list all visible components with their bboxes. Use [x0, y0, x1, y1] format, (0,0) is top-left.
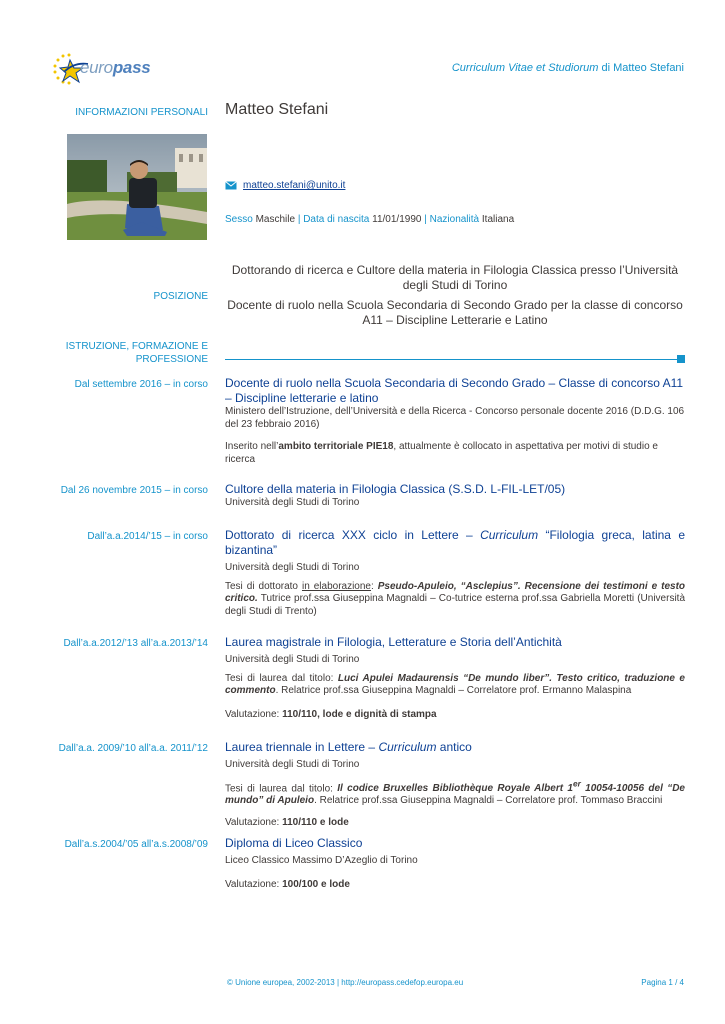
europass-logo — [52, 52, 162, 86]
entry-date: Dall’a.a.2014/’15 – in corso — [87, 531, 208, 542]
education-entry — [225, 635, 685, 721]
personal-info-label: INFORMAZIONI PERSONALI — [75, 107, 208, 118]
entry-title: Diploma di Liceo Classico — [225, 836, 363, 850]
entry-thesis: Tesi di laurea dal titolo: Il codice Bruxelles Bibliothèque Royale Albert 1er 10054-10056 del “De mundo” di Apuleio. Relatrice prof.ssa Giuseppina Magnaldi – Correlatore prof. Tommaso Braccini — [225, 778, 685, 807]
europass-wordmark: europass — [80, 58, 151, 77]
entry-org: Liceo Classico Massimo D’Azeglio di Torino — [225, 855, 418, 866]
entry-date: Dal settembre 2016 – in corso — [74, 379, 208, 390]
education-entry — [225, 836, 685, 891]
entry-grade: Valutazione: 110/110, lode e dignità di stampa — [225, 708, 437, 720]
entry-date: Dall’a.a.2012/’13 all’a.a.2013/’14 — [63, 638, 208, 649]
entry-org: Università degli Studi di Torino — [225, 759, 360, 770]
entry-thesis: Tesi di laurea dal titolo: Luci Apulei Madaurensis “De mundo liber”. Testo critico, traduzione e commento. Relatrice prof.ssa Giuseppina Magnaldi – Correlatore prof. Ermanno Malaspina — [225, 672, 685, 696]
entry-grade: Valutazione: 100/100 e lode — [225, 878, 350, 890]
nationality-value: Italiana — [479, 214, 515, 225]
entry-title: Docente di ruolo nella Scuola Secondaria di Secondo Grado – Classe di concorso A11 – Discipline letterarie e latino — [225, 376, 684, 405]
nationality-label: Nazionalità — [426, 214, 480, 225]
entry-org: Università degli Studi di Torino — [225, 654, 360, 665]
profile-photo — [67, 134, 207, 240]
email-row — [225, 180, 345, 191]
footer-copyright: © Unione europea, 2002-2013 | http://europass.cedefop.europa.eu — [227, 978, 464, 987]
education-entry — [225, 740, 685, 829]
entry-org: Ministero dell’Istruzione, dell’Università e della Ricerca - Concorso personale docente 2016 (D.D.G. 106 del 23 febbraio 2016) — [225, 406, 685, 430]
separator: | — [297, 214, 301, 225]
entry-date: Dall’a.s.2004/’05 all’a.s.2008/’09 — [64, 839, 208, 850]
entry-title: Dottorato di ricerca XXX ciclo in Lettere – Curriculum “Filologia greca, latina e bizantina” — [225, 528, 685, 557]
envelope-icon — [225, 181, 237, 190]
page-number: Pagina 1 / 4 — [641, 978, 684, 987]
education-label: ISTRUZIONE, FORMAZIONE E PROFESSIONE — [65, 341, 208, 365]
education-entry — [225, 528, 685, 618]
education-entry — [225, 482, 685, 510]
dob-label: Data di nascita — [300, 214, 370, 225]
entry-grade: Valutazione: 110/110 e lode — [225, 816, 349, 828]
position-label: POSIZIONE — [153, 291, 208, 302]
email-link[interactable]: matteo.stefani@unito.it — [243, 180, 346, 191]
entry-org: Università degli Studi di Torino — [225, 562, 360, 573]
dob-value: 11/01/1990 — [369, 214, 425, 225]
cv-title: Curriculum Vitae et Studiorum di Matteo Stefani — [451, 62, 684, 74]
entry-title: Laurea triennale in Lettere – Curriculum antico — [225, 740, 472, 754]
full-name: Matteo Stefani — [225, 101, 329, 118]
position-line-2: Docente di ruolo nella Scuola Secondaria di Secondo Grado per la classe di concorso A11 – Discipline Letterarie e Latino — [227, 298, 683, 327]
education-entry — [225, 376, 685, 466]
entry-title: Laurea magistrale in Filologia, Letterature e Storia dell’Antichità — [225, 635, 562, 649]
sex-value: Maschile — [252, 214, 298, 225]
entry-date: Dall’a.a. 2009/’10 all’a.a. 2011/’12 — [58, 743, 208, 754]
entry-note: Inserito nell’ambito territoriale PIE18, attualmente è collocato in aspettativa per motivi di studio e ricerca — [225, 441, 658, 465]
position-line-1: Dottorando di ricerca e Cultore della materia in Filologia Classica presso l’Università degli Studi di Torino — [231, 263, 679, 292]
section-divider — [225, 359, 677, 360]
entry-org: Università degli Studi di Torino — [225, 497, 360, 508]
sex-label: Sesso — [225, 214, 253, 225]
entry-date: Dal 26 novembre 2015 – in corso — [60, 485, 208, 496]
separator: | — [424, 214, 427, 225]
personal-details — [225, 214, 514, 225]
section-marker — [677, 355, 685, 363]
entry-title: Cultore della materia in Filologia Classica (S.S.D. L-FIL-LET/05) — [225, 482, 566, 496]
entry-thesis: Tesi di dottorato in elaborazione: Pseudo-Apuleio, “Asclepius”. Recensione dei testimoni e testo critico. Tutrice prof.ssa Giuseppina Magnaldi – Co-tutrice esterna prof.ssa Gabriella Moretti (Università degli Studi di Trento) — [225, 580, 686, 617]
